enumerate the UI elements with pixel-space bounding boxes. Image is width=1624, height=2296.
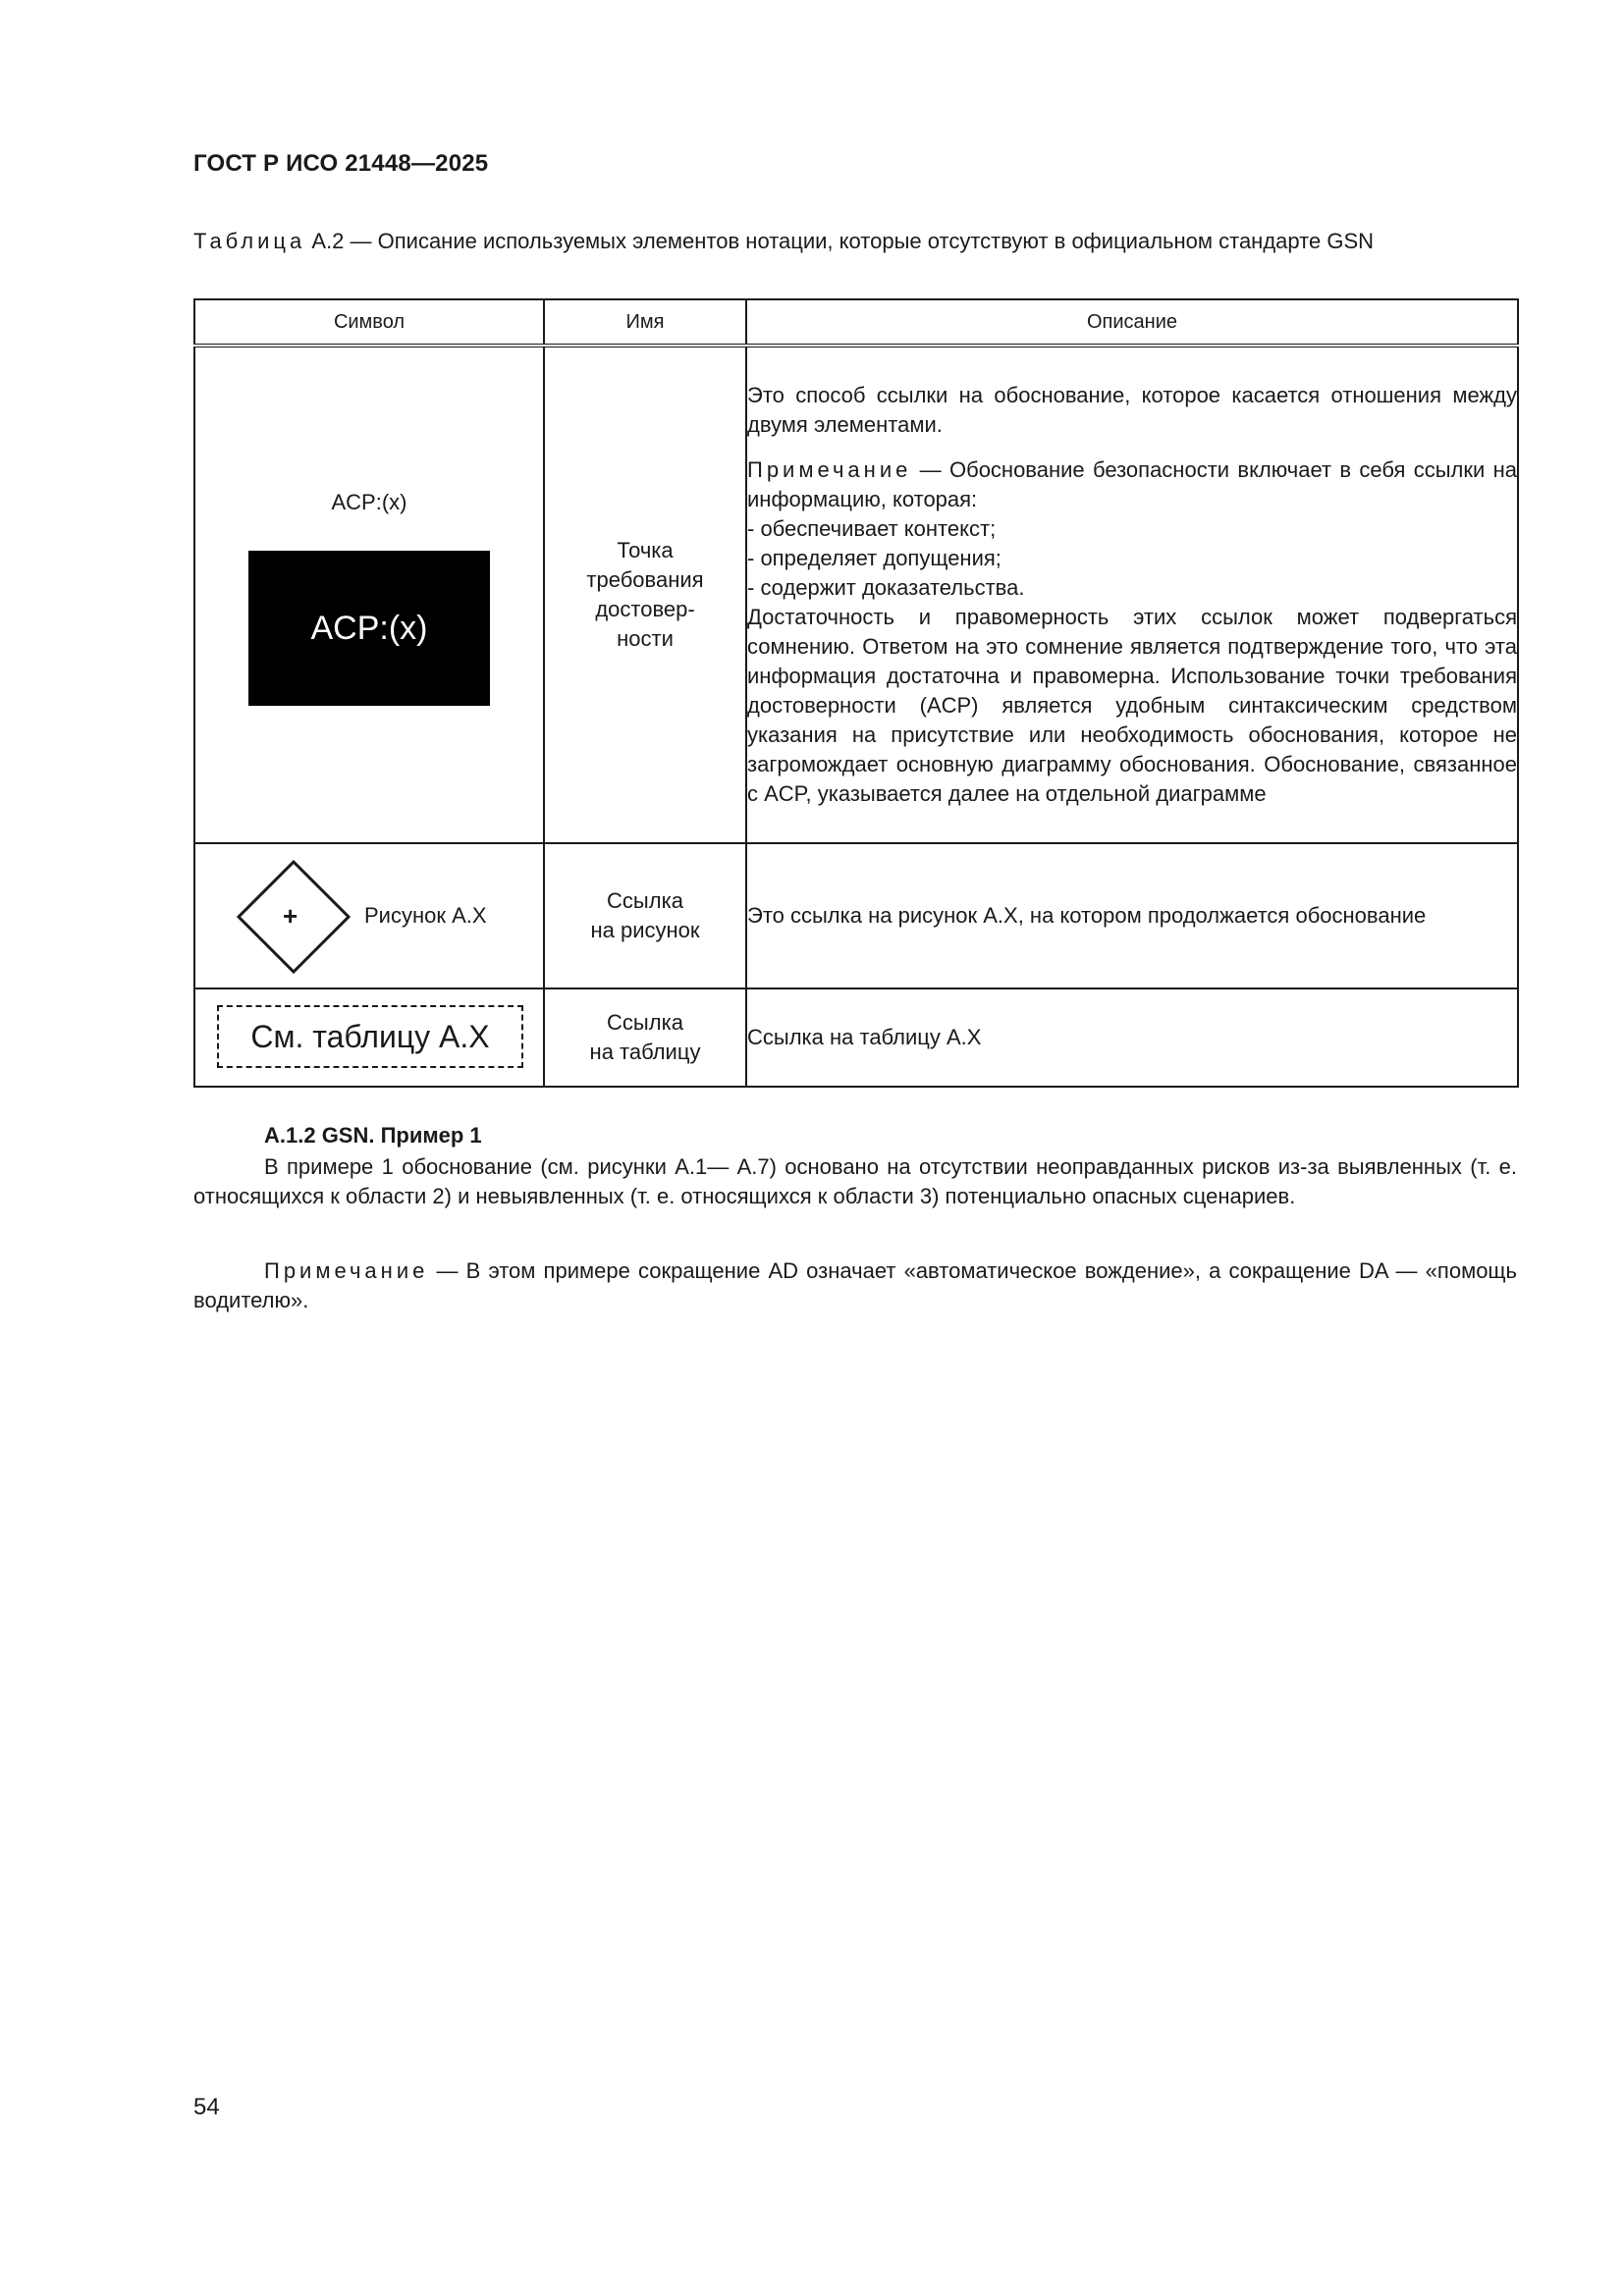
column-header-name: Имя [544, 299, 746, 346]
acp-symbol-box-text: ACP:(x) [310, 610, 428, 647]
name-line: на рисунок [590, 918, 700, 942]
list-item: - определяет допущения; [747, 546, 1001, 570]
description-cell-acp [746, 346, 1518, 843]
description-paragraph: Это ссылка на рисунок А.Х, на котором продолжается обоснование [747, 903, 1427, 928]
section-note-label: Примечание [264, 1258, 429, 1283]
note-list [747, 514, 1517, 603]
name-line: Точка [617, 538, 674, 562]
name-line: Ссылка [607, 1010, 683, 1035]
table-caption-text: А.2 — Описание используемых элементов нотации, которые отсутствуют в официальном стандарте GSN [311, 229, 1374, 253]
description-paragraph: Это способ ссылки на обоснование, которое касается отношения между двумя элементами. [747, 383, 1517, 437]
symbol-cell-figure [194, 843, 544, 988]
description-cell-figure [746, 843, 1518, 988]
symbol-cell-table [194, 988, 544, 1087]
acp-symbol-box [248, 551, 490, 706]
figure-symbol-label: Рисунок А.X [364, 903, 487, 928]
name-line: требования [586, 567, 704, 592]
column-header-symbol: Символ [194, 299, 544, 346]
section-heading: А.1.2 GSN. Пример 1 [264, 1123, 482, 1148]
acp-symbol-label: ACP:(x) [331, 490, 407, 514]
page-number: 54 [193, 2094, 220, 2120]
section-note-text: — В этом примере сокращение AD означает «автоматическое вождение», а сокращение DA — «помощь водителю». [193, 1258, 1517, 1312]
table-caption [193, 227, 1514, 256]
table-caption-label: Таблица [193, 229, 306, 253]
notation-table [193, 298, 1519, 1088]
description-cell-table [746, 988, 1518, 1087]
description-paragraph: Ссылка на таблицу А.Х [747, 1025, 982, 1049]
table-reference-symbol-text: См. таблицу А.Х [250, 1019, 490, 1054]
note-text: — Обоснование безопасности включает в себя ссылки на информацию, которая: [747, 457, 1517, 511]
table-row-acp [194, 346, 1518, 843]
table-header-row [194, 299, 1518, 346]
symbol-cell-acp [194, 346, 544, 843]
name-line: достовер- [595, 597, 695, 621]
diamond-icon [237, 860, 351, 974]
name-cell-figure [544, 843, 746, 988]
document-header: ГОСТ Р ИСО 21448—2025 [193, 150, 489, 177]
table-row-figure-reference [194, 843, 1518, 988]
name-line: на таблицу [589, 1040, 701, 1064]
plus-icon: + [283, 901, 298, 931]
section-paragraph: В примере 1 обоснование (см. рисунки А.1— А.7) основано на отсутствии неоправданных рисков из-за выявленных (т. е. относящихся к области 2) и невыявленных (т. е. относящихся к области 3) потенциально опасных сценариев. [193, 1154, 1517, 1208]
list-item: - содержит доказательства. [747, 575, 1025, 600]
name-line: Ссылка [607, 888, 683, 913]
table-row-table-reference [194, 988, 1518, 1087]
list-item: - обеспечивает контекст; [747, 516, 997, 541]
name-cell-table [544, 988, 746, 1087]
description-paragraph: Достаточность и правомерность этих ссылок может подвергаться сомнению. Ответом на это сомнение является подтверждение того, что эта информация достаточна и правомерна. Использование точки требования достоверности (ACP) является удобным синтаксическим средством указания на присутствие или необходимость обоснования, которое не загромождает основную диаграмму обоснования. Обоснование, связанное с ACP, указывается далее на отдельной диаграмме [747, 605, 1517, 806]
table-reference-symbol [217, 1005, 523, 1068]
section-note [193, 1256, 1517, 1315]
note-label: Примечание [747, 457, 912, 482]
name-cell-acp [544, 346, 746, 843]
column-header-description: Описание [746, 299, 1518, 346]
name-line: ности [617, 626, 674, 651]
description-note [747, 455, 1517, 514]
